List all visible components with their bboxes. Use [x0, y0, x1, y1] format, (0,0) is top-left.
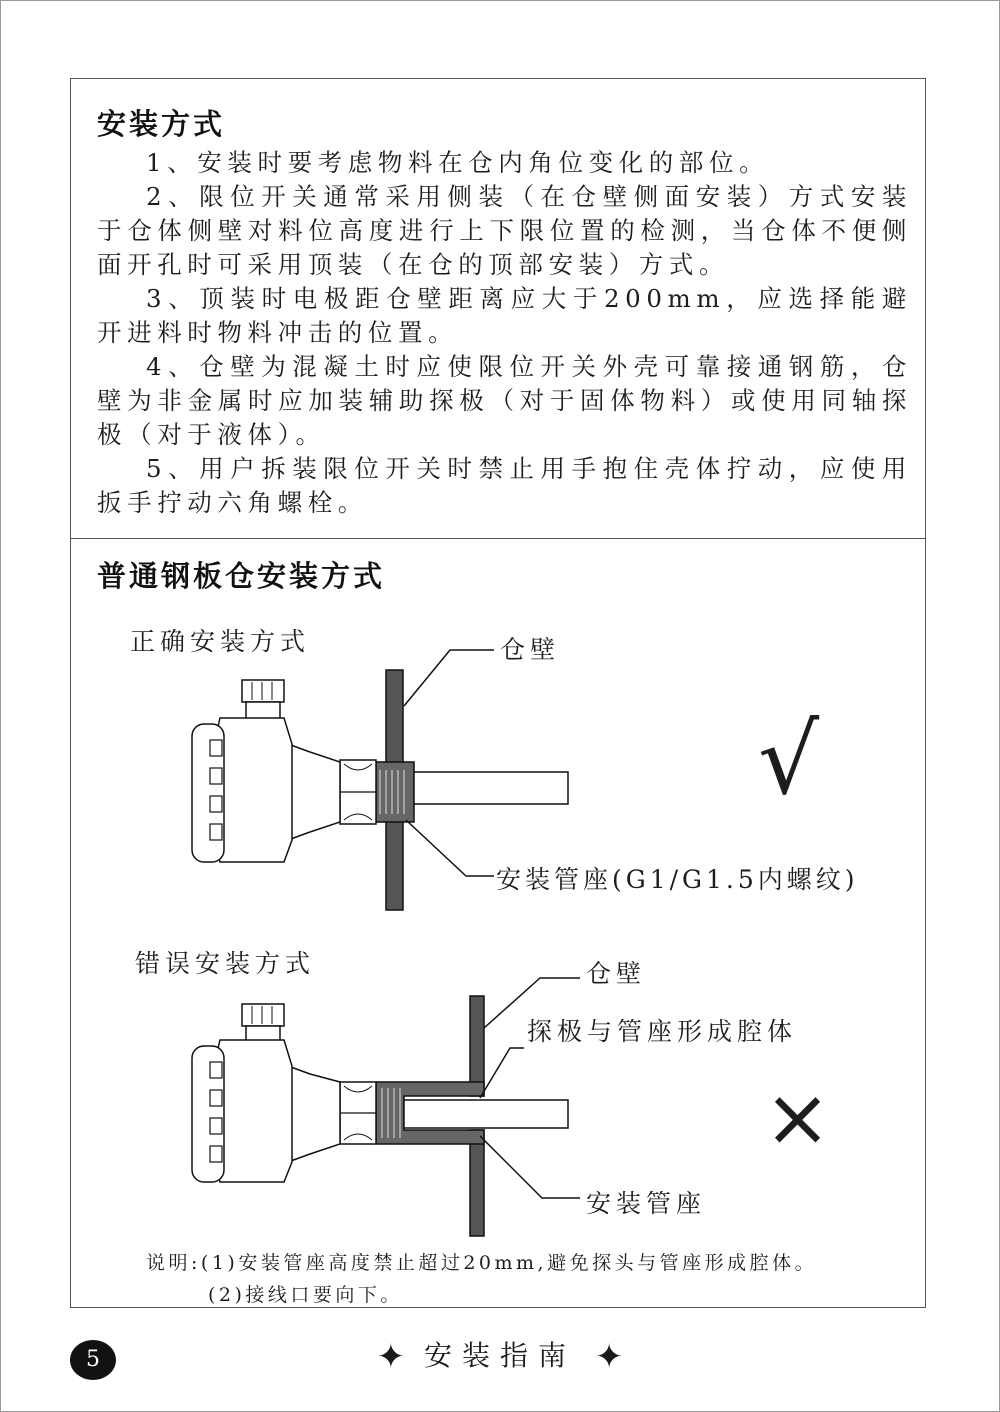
correct-wall-label: 仓壁: [500, 635, 561, 664]
silo-wall-lower: [470, 1130, 484, 1236]
footer-title: 安装指南: [423, 1339, 576, 1372]
wrong-wall-label: 仓壁: [586, 959, 647, 988]
four-point-star-icon: ✦: [376, 1337, 406, 1377]
four-point-star-icon: ✦: [594, 1337, 624, 1377]
silo-wall-upper: [470, 996, 484, 1096]
wrong-install-diagram: [180, 968, 610, 1248]
paragraph-5: 5、用户拆装限位开关时禁止用手抱住壳体拧动，应使用扳手拧动六角螺栓。: [97, 454, 912, 517]
paragraph-1: 1、安装时要考虑物料在仓内角位变化的部位。: [146, 148, 770, 177]
wrong-install-heading: 错误安装方式: [135, 949, 316, 978]
note-1: 说明:(1)安装管座高度禁止超过20mm,避免探头与管座形成腔体。: [146, 1252, 818, 1274]
section-title-install-method: 安装方式: [97, 107, 226, 141]
socket-leader-line: [480, 1136, 580, 1198]
wrong-cavity-label: 探极与管座形成腔体: [527, 1017, 798, 1046]
probe-rod: [414, 772, 568, 804]
correct-socket-label: 安装管座(G1/G1.5内螺纹): [496, 865, 859, 894]
correct-install-diagram: [180, 640, 610, 920]
socket-leader-line: [406, 820, 494, 876]
paragraph-3: 3、顶装时电极距仓壁距离应大于200mm，应选择能避开进料时物料冲击的位置。: [97, 284, 912, 347]
paragraph-2: 2、限位开关通常采用侧装（在仓壁侧面安装）方式安装于仓体侧壁对料位高度进行上下限位置的检测，当仓体不便侧面开孔时可采用顶装（在仓的顶部安装）方式。: [97, 182, 912, 279]
correct-check-mark: √: [758, 704, 820, 816]
section-title-steel-silo: 普通钢板仓安装方式: [97, 559, 386, 593]
correct-install-heading: 正确安装方式: [130, 627, 311, 656]
paragraph-4: 4、仓壁为混凝土时应使限位开关外壳可靠接通钢筋，仓壁为非金属时应加装辅助探极（对于固体物料）或使用同轴探极（对于液体）。: [97, 352, 912, 449]
cable-gland: [242, 680, 284, 702]
cavity-leader-line: [480, 1048, 524, 1098]
page-number-badge: 5: [70, 1340, 116, 1380]
cable-gland: [242, 1004, 284, 1026]
section-divider: [70, 538, 926, 539]
wrong-socket-label: 安装管座: [586, 1189, 707, 1218]
wall-leader-line: [404, 650, 494, 706]
wrong-cross-mark: ×: [764, 1071, 832, 1164]
note-2: (2)接线口要向下。: [208, 1284, 403, 1306]
mount-socket: [376, 762, 414, 822]
wall-leader-line: [484, 978, 580, 1028]
probe-rod: [404, 1100, 568, 1128]
footer-title-row: [0, 1334, 1000, 1377]
